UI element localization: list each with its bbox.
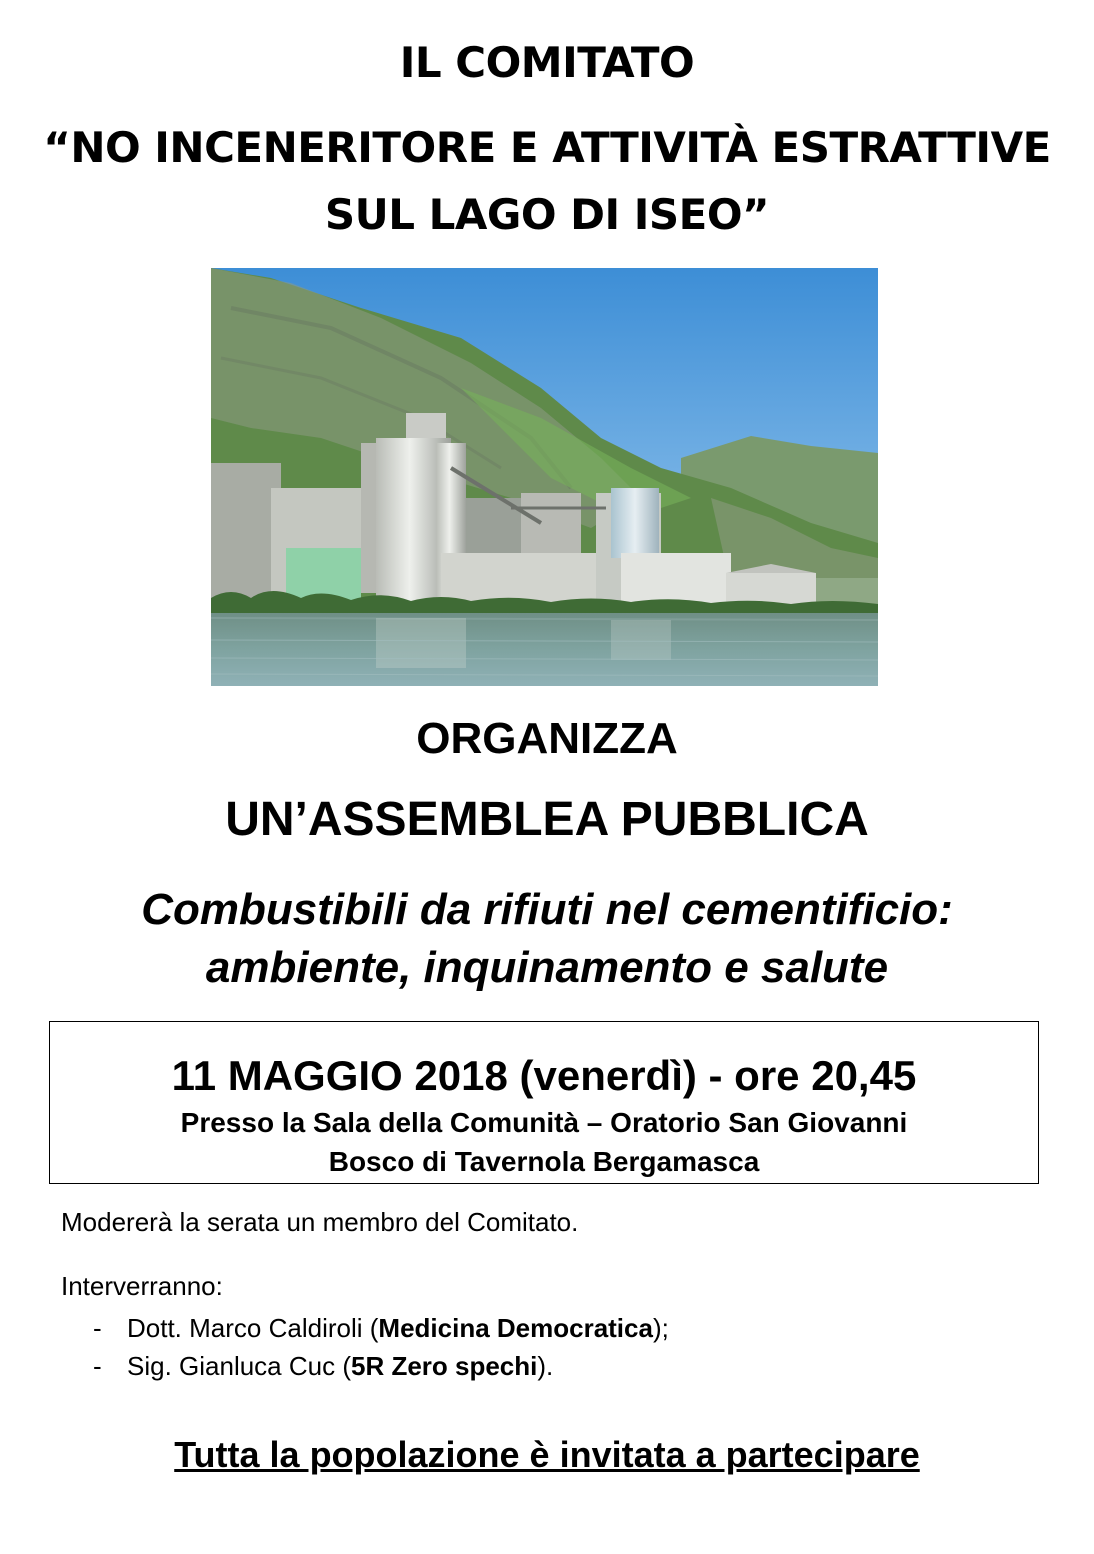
- cement-plant-photo: [211, 268, 878, 686]
- event-town: Bosco di Tavernola Bergamasca: [328, 1146, 760, 1177]
- speakers-label: Interverranno:: [61, 1271, 223, 1301]
- invitation-line: Tutta la popolazione è invitata a partecipare: [174, 1434, 920, 1475]
- topic-line2: ambiente, inquinamento e salute: [205, 943, 889, 992]
- committee-title-line3: SUL LAGO DI ISEO”: [324, 190, 770, 239]
- event-info-box: [49, 1021, 1039, 1184]
- topic-line1: Combustibili da rifiuti nel cementificio:: [141, 885, 953, 934]
- assembly-heading: UN’ASSEMBLEA PUBBLICA: [225, 793, 869, 846]
- speaker-name: Dott. Marco Caldiroli (: [127, 1313, 379, 1343]
- list-bullet: -: [93, 1351, 102, 1381]
- list-bullet: -: [93, 1313, 102, 1343]
- speaker-suffix: );: [652, 1313, 669, 1343]
- event-date-time: 11 MAGGIO 2018 (venerdì) - ore 20,45: [171, 1052, 917, 1099]
- speaker-suffix: ).: [537, 1351, 554, 1381]
- organizza-heading: ORGANIZZA: [416, 714, 678, 763]
- speaker-item: [93, 1312, 669, 1344]
- speaker-organization: Medicina Democratica: [378, 1313, 653, 1343]
- event-place: Presso la Sala della Comunità – Oratorio San Giovanni: [180, 1107, 908, 1138]
- committee-title-line2: “NO INCENERITORE E ATTIVITÀ ESTRATTIVE: [43, 123, 1051, 172]
- speaker-item: [93, 1350, 553, 1382]
- committee-title-line1: IL COMITATO: [399, 38, 695, 87]
- speaker-name: Sig. Gianluca Cuc (: [127, 1351, 351, 1381]
- moderator-note: Modererà la serata un membro del Comitato.: [61, 1207, 579, 1237]
- speaker-organization: 5R Zero spechi: [350, 1351, 538, 1381]
